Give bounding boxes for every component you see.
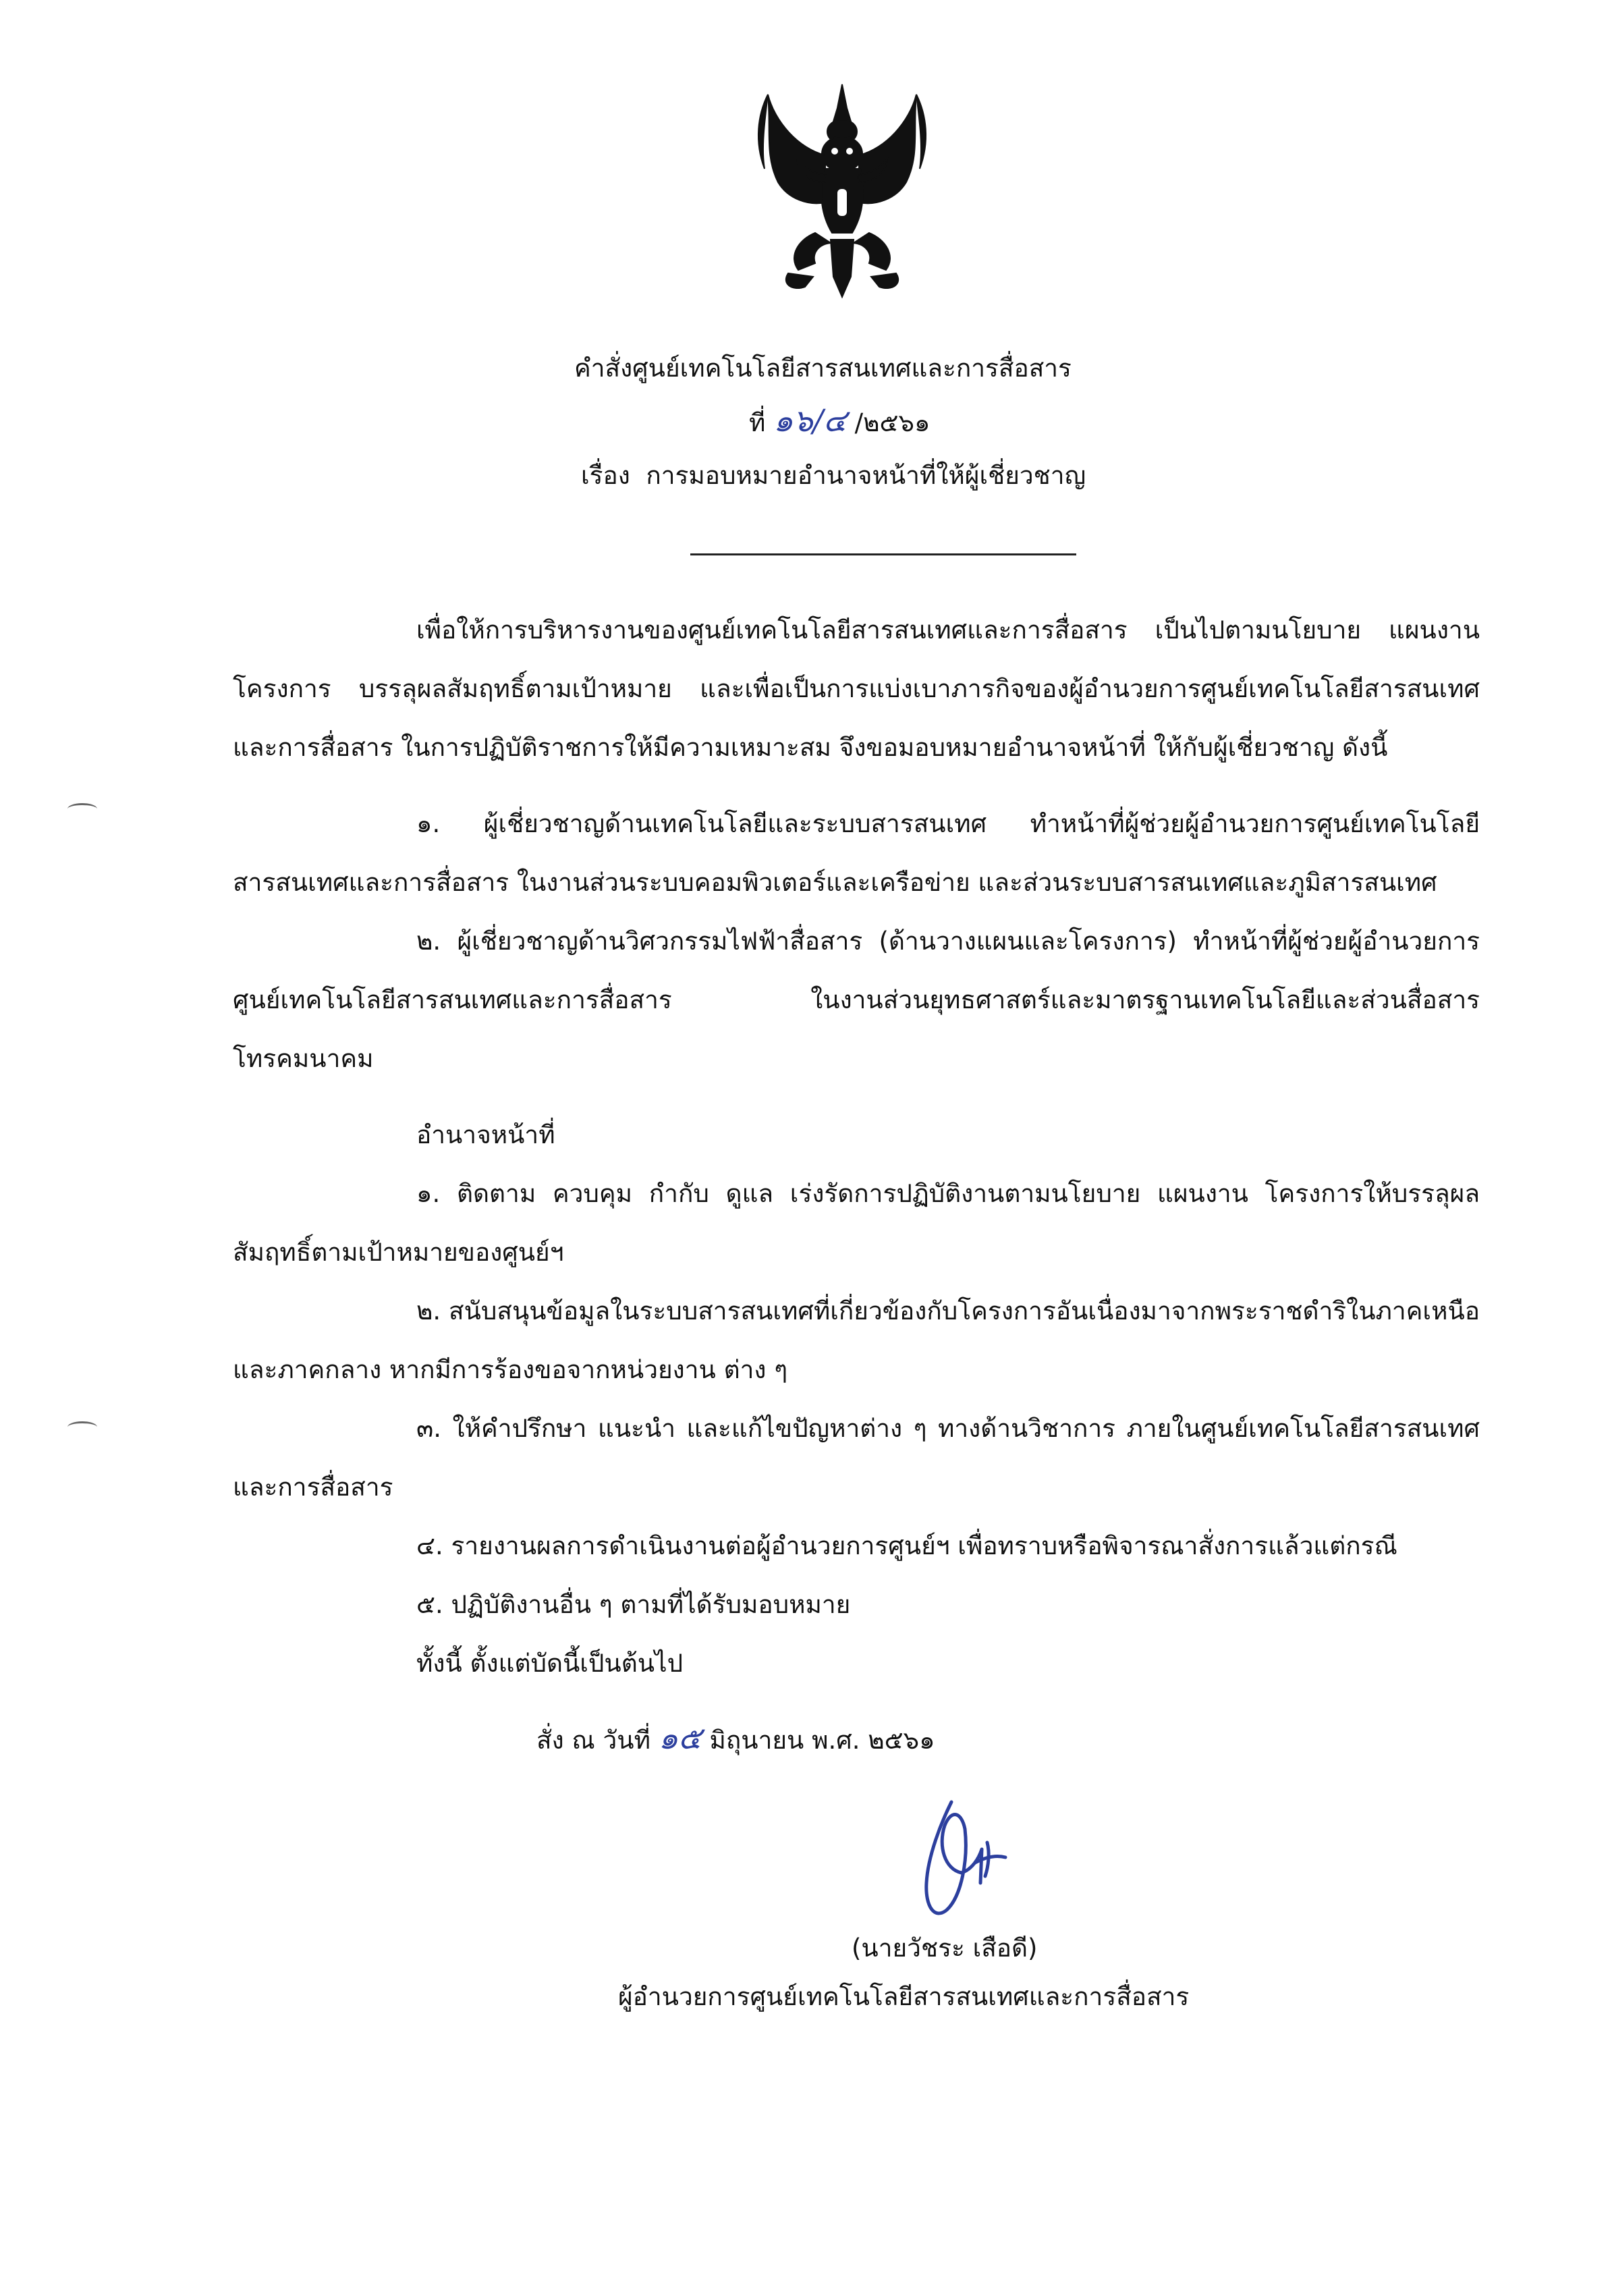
date-day-handwritten: ๑๕ bbox=[658, 1720, 702, 1756]
order-number bbox=[749, 402, 931, 439]
intro-paragraph: เพื่อให้การบริหารงานของศูนย์เทคโนโลยีสารสนเทศและการสื่อสาร เป็นไปตามนโยบาย แผนงาน โครงการ บรรลุผลสัมฤทธิ์ตามเป้าหมาย และเพื่อเป็นการแบ่งเบาภารกิจของผู้อำนวยการศูนย์เทคโนโลยีสารสนเทศและการสื่อสาร ในการปฏิบัติราชการให้มีความเหมาะสม จึงขอมอบหมายอำนาจหน้าที่ ให้กับผู้เชี่ยวชาญ ดังนี้ bbox=[233, 616, 1480, 762]
order-title: คำสั่งศูนย์เทคโนโลยีสารสนเทศและการสื่อสาร bbox=[574, 354, 1072, 383]
subject-label: เรื่อง bbox=[581, 461, 630, 490]
subject-line bbox=[581, 463, 1086, 488]
margin-mark bbox=[67, 1421, 97, 1433]
order-number-suffix: /๒๕๖๑ bbox=[854, 408, 931, 437]
duty-4: ๔. รายงานผลการดำเนินงานต่อผู้อำนวยการศูนย์ฯ เพื่อทราบหรือพิจารณาสั่งการแล้วแต่กรณี bbox=[416, 1531, 1397, 1560]
subject-text: การมอบหมายอำนาจหน้าที่ให้ผู้เชี่ยวชาญ bbox=[646, 461, 1086, 490]
assignment-1: ๑. ผู้เชี่ยวชาญด้านเทคโนโลยีและระบบสารสนเทศ ทำหน้าที่ผู้ช่วยผู้อำนวยการศูนย์เทคโนโลยีสารสนเทศและการสื่อสาร ในงานส่วนระบบคอมพิวเตอร์และเครือข่าย และส่วนระบบสารสนเทศและภูมิสารสนเทศ bbox=[233, 809, 1480, 897]
order-number-prefix: ที่ bbox=[749, 408, 766, 437]
date-prefix: สั่ง ณ วันที่ bbox=[536, 1726, 650, 1755]
duties-heading: อำนาจหน้าที่ bbox=[416, 1120, 555, 1149]
garuda-emblem-icon bbox=[751, 81, 933, 304]
signature-image bbox=[914, 1795, 1016, 1923]
effective-statement: ทั้งนี้ ตั้งแต่บัดนี้เป็นต้นไป bbox=[416, 1649, 684, 1678]
signer-name: (นายวัชระ เสือดี) bbox=[852, 1934, 1038, 1963]
issue-date bbox=[536, 1720, 935, 1756]
date-suffix: มิถุนายน พ.ศ. ๒๕๖๑ bbox=[709, 1726, 935, 1755]
duty-1: ๑. ติดตาม ควบคุม กำกับ ดูแล เร่งรัดการปฏิบัติงานตามนโยบาย แผนงาน โครงการให้บรรลุผลสัมฤทธิ์ตามเป้าหมายของศูนย์ฯ bbox=[233, 1179, 1480, 1267]
duty-2: ๒. สนับสนุนข้อมูลในระบบสารสนเทศที่เกี่ยวข้องกับโครงการอันเนื่องมาจากพระราชดำริในภาคเหนือและภาคกลาง หากมีการร้องขอจากหน่วยงาน ต่าง ๆ bbox=[233, 1296, 1480, 1384]
duty-5: ๕. ปฏิบัติงานอื่น ๆ ตามที่ได้รับมอบหมาย bbox=[416, 1590, 851, 1619]
assignment-2: ๒. ผู้เชี่ยวชาญด้านวิศวกรรมไฟฟ้าสื่อสาร (ด้านวางแผนและโครงการ) ทำหน้าที่ผู้ช่วยผู้อำนวยการศูนย์เทคโนโลยีสารสนเทศและการสื่อสาร ในงานส่วนยุทธศาสตร์และมาตรฐานเทคโนโลยีและส่วนสื่อสารโทรคมนาคม bbox=[233, 927, 1480, 1073]
order-body bbox=[233, 601, 1480, 1693]
header-divider bbox=[690, 553, 1076, 555]
order-number-handwritten: ๑๖/๔ bbox=[773, 402, 847, 439]
margin-mark bbox=[67, 803, 97, 815]
signer-position: ผู้อำนวยการศูนย์เทคโนโลยีสารสนเทศและการสื่อสาร bbox=[618, 1982, 1190, 2011]
duty-3: ๓. ให้คำปรึกษา แนะนำ และแก้ไขปัญหาต่าง ๆ ทางด้านวิชาการ ภายในศูนย์เทคโนโลยีสารสนเทศและการสื่อสาร bbox=[233, 1414, 1480, 1502]
